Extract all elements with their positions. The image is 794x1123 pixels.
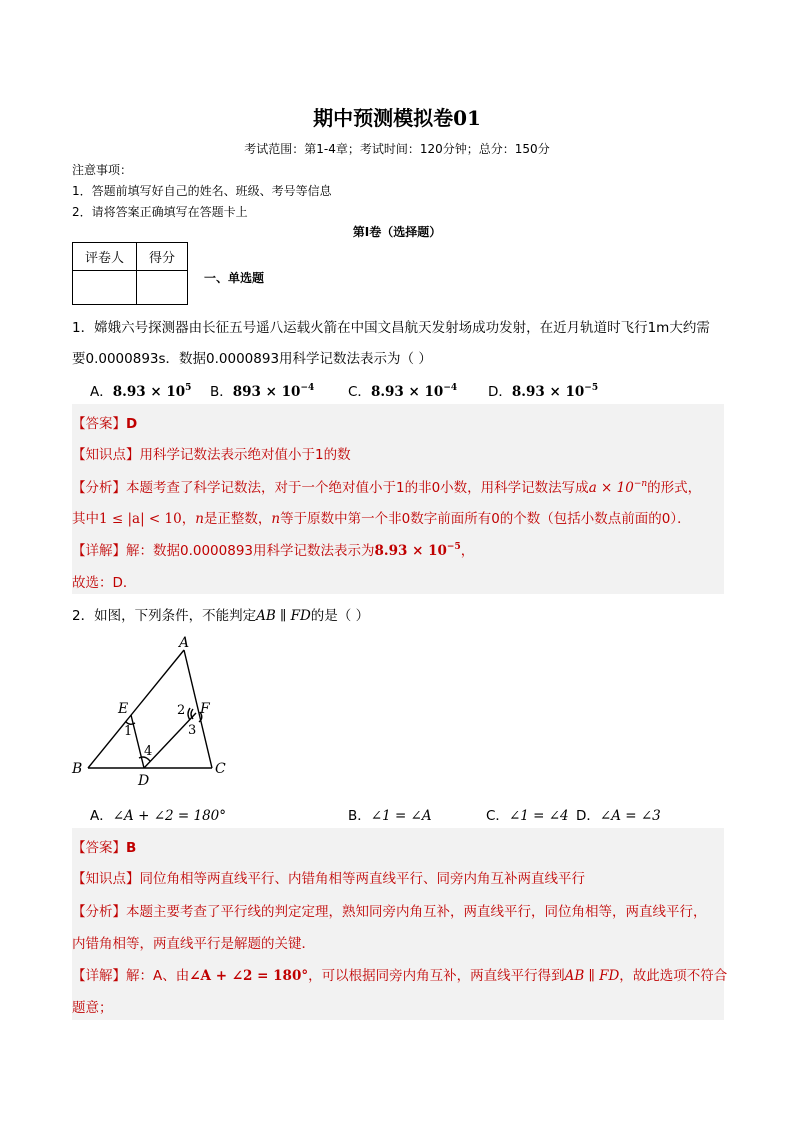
angle-2-arc xyxy=(188,708,190,720)
point-label-c: C xyxy=(215,761,226,777)
q2-detail-line2: 题意； xyxy=(72,1000,113,1016)
q2-analysis-line2: 内错角相等，两直线平行是解题的关键． xyxy=(72,936,315,952)
point-label-b: B xyxy=(72,761,83,777)
segment-df xyxy=(144,713,196,768)
part-title: 第I卷（选择题） xyxy=(352,225,442,239)
score-table-header-grader: 评卷人 xyxy=(73,243,137,271)
score-table-header-score: 得分 xyxy=(137,243,188,271)
note-item: 2．请将答案正确填写在答题卡上 xyxy=(72,205,248,219)
q1-option-a[interactable]: A．$8.93 \times 10^5$ xyxy=(90,383,192,400)
q2-triangle-figure xyxy=(60,630,260,790)
exam-info: 考试范围：第1-4章；考试时间：120分钟；总分：150分 xyxy=(244,142,550,156)
score-table-cell[interactable] xyxy=(73,271,137,305)
q1-stem-line2: 要0.0000893s．数据0.0000893用科学记数法表示为（ ） xyxy=(72,351,432,367)
q2-stem: 2．如图，下列条件，不能判定AB ∥ FD的是（ ） xyxy=(72,608,370,624)
point-label-e: E xyxy=(118,701,129,717)
score-table xyxy=(72,242,188,305)
point-label-a: A xyxy=(179,635,190,651)
q2-knowledge: 【知识点】同位角相等两直线平行、内错角相等两直线平行、同旁内角互补两直线平行 xyxy=(72,871,585,887)
point-label-f: F xyxy=(200,701,210,717)
page-title: 期中预测模拟卷01 xyxy=(313,106,481,130)
angle-2-arc-inner xyxy=(191,709,193,719)
segment-ab xyxy=(88,650,184,768)
q1-option-d[interactable]: D．$8.93 \times 10^{-5}$ xyxy=(488,383,599,400)
q1-option-c[interactable]: C．$8.93 \times 10^{-4}$ xyxy=(348,383,458,400)
angle-label-1: 1 xyxy=(124,724,133,739)
angle-label-3: 3 xyxy=(188,723,197,738)
q1-solution-box xyxy=(72,404,724,594)
q1-option-b[interactable]: B．$893 \times 10^{-4}$ xyxy=(210,383,315,400)
q1-answer: 【答案】D xyxy=(72,416,138,432)
q2-answer: 【答案】B xyxy=(72,840,137,856)
q2-option-b[interactable]: B．∠1 = ∠A xyxy=(348,808,432,824)
q1-analysis-line2: 其中1 ≤ |a| < 10，n是正整数，n等于原数中第一个非0数字前面所有0的个数（包括小数点前面的0）． xyxy=(72,511,691,527)
q1-detail: 【详解】解：数据0.0000893用科学记数法表示为$8.93 \times 10^{-5}$， xyxy=(72,542,475,559)
q1-knowledge: 【知识点】用科学记数法表示绝对值小于1的数 xyxy=(72,447,351,463)
q1-stem-line1: 1．嫦娥六号探测器由长征五号遥八运载火箭在中国文昌航天发射场成功发射，在近月轨道时飞行1m大约需 xyxy=(72,320,710,336)
angle-label-2: 2 xyxy=(177,703,186,718)
point-label-d: D xyxy=(138,773,150,789)
score-table-cell[interactable] xyxy=(137,271,188,305)
q1-conclusion: 故选：D． xyxy=(72,575,137,591)
q2-option-c[interactable]: C．∠1 = ∠4 xyxy=(486,808,569,824)
section-title: 一、单选题 xyxy=(204,271,265,285)
q2-detail: 【详解】解：A、由∠A + ∠2 = 180°，可以根据同旁内角互补，两直线平行得到AB ∥ FD，故此选项不符合 xyxy=(72,968,728,984)
notes-heading: 注意事项： xyxy=(72,163,133,177)
q2-solution-box xyxy=(72,828,724,1020)
q2-analysis-line1: 【分析】本题主要考查了平行线的判定定理，熟知同旁内角互补，两直线平行，同位角相等，两直线平行， xyxy=(72,904,707,920)
segment-ed xyxy=(131,715,144,768)
q1-analysis-line1: 【分析】本题考查了科学记数法，对于一个绝对值小于1的非0小数，用科学记数法写成$a \times 10^{-n}$的形式， xyxy=(72,479,702,496)
note-item: 1．答题前填写好自己的姓名、班级、考号等信息 xyxy=(72,184,332,198)
q2-option-a[interactable]: A．∠A + ∠2 = 180° xyxy=(90,808,227,824)
q2-option-d[interactable]: D．∠A = ∠3 xyxy=(576,808,661,824)
angle-label-4: 4 xyxy=(144,744,153,759)
